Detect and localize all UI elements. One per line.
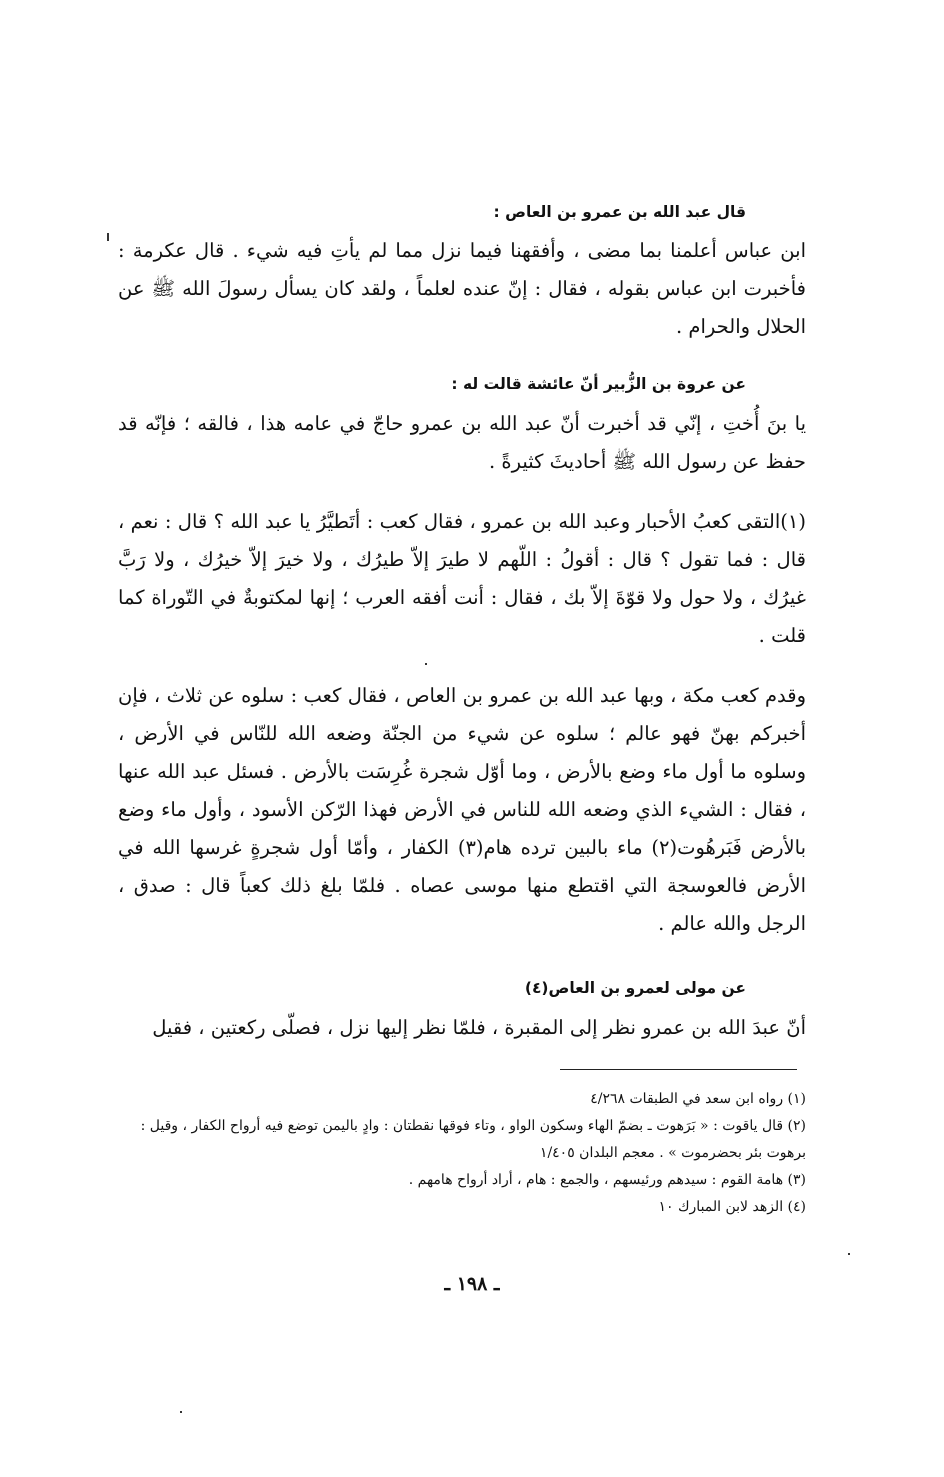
paragraph-4-text: وقدم كعب مكة ، وبها عبد الله بن عمرو بن العاص ، فقال كعب : سلوه عن ثلاث ، فإن أخبركم بهنّ فهو عالم ؛ سلوه عن شيء من الجنّة وضعه الله للنّاس في الأرض ، وسلوه ما أول ماء وضع بالأرض ، وما أوّل شجرة غُرِسَت بالأرض . فسئل عبد الله عنها ، فقال : الشيء الذي وضعه الله للناس في الأرض فهذا الرّكن الأسود ، وأول ماء وضع بالأرض فَبَرهُوت(٢) ماء بالبين ترده هام(٣) الكفار ، وأمّا أول شجرةٍ غرسها الله في الأرض فالعوسجة التي اقتطع منها موسى عصاه . فلمّا بلغ ذلك كعباً قال : صدق ، الرجل والله عالم . (118, 684, 807, 935)
paragraph-3-text: (١)التقى كعبُ الأحبار وعبد الله بن عمرو ، فقال كعب : أتَطيَّرُ يا عبد الله ؟ قال : نعم ، قال : فما تقول ؟ قال : أقولُ : اللّهم لا طيرَ إلاّ طيرُك ، ولا خيرَ إلاّ خيرُك ، ولا رَبَّ غيرُك ، ولا حول ولا قوّةَ إلاّ بك ، فقال : أنت أفقه العرب ؛ إنها لمكتوبةٌ في التّوراة كما قلت . (118, 510, 806, 647)
page-number: ـ ١٩٨ ـ (444, 1273, 500, 1295)
paragraph-3 (118, 503, 806, 655)
footnote-2: (٢) قال ياقوت : « بَرَهوت ـ بضمّ الهاء وسكون الواو ، وتاء فوقها نقطتان : وادٍ باليمن توضع فيه أرواح الكفار ، وقيل : برهوت بئر بحضرموت » . معجم البلدان ١/٤٠٥ (140, 1118, 806, 1161)
paragraph-4 (118, 677, 806, 943)
paragraph-2 (118, 405, 806, 481)
scan-speck (425, 663, 427, 665)
footnote-separator (560, 1069, 797, 1070)
paragraph-5-text: أنّ عبدَ الله بن عمرو نظر إلى المقبرة ، فلمّا نظر إليها نزل ، فصلّى ركعتين ، فقيل (152, 1016, 806, 1039)
paragraph-1-text: ابن عباس أعلمنا بما مضى ، وأفقهنا فيما نزل مما لم يأتِ فيه شيء . قال عكرمة : فأخبرت ابن عباس بقوله ، فقال : إنّ عنده لعلماً ، ولقد كان يسأل رسولَ الله ﷺ عن الحلال والحرام . (118, 239, 807, 338)
section-heading-1: قال عبد الله بن عمرو بن العاص : (493, 203, 746, 221)
scan-speck (107, 233, 109, 241)
footnotes (116, 1086, 806, 1221)
footnote-3: (٣) هامة القوم : سيدهم ورئيسهم ، والجمع : هام ، أراد أرواح هامهم . (408, 1172, 806, 1188)
paragraph-5 (118, 1009, 806, 1047)
scan-speck (848, 1253, 850, 1255)
paragraph-1 (118, 232, 806, 346)
footnote-4: (٤) الزهد لابن المبارك ١٠ (658, 1199, 806, 1215)
paragraph-2-text: يا بنَ أُختِ ، إنّي قد أخبرت أنّ عبد الله بن عمرو حاجّ في عامه هذا ، فالقه ؛ فإنّه قد حفظ عن رسول الله ﷺ أحاديثَ كثيرةً . (118, 412, 806, 473)
scan-speck (180, 1411, 182, 1413)
section-heading-5: عن مولى لعمرو بن العاص(٤) (524, 979, 746, 997)
section-heading-2: عن عروة بن الزُّبير أنّ عائشة قالت له : (451, 375, 746, 393)
footnote-1: (١) رواه ابن سعد في الطبقات ٤/٢٦٨ (590, 1091, 806, 1107)
